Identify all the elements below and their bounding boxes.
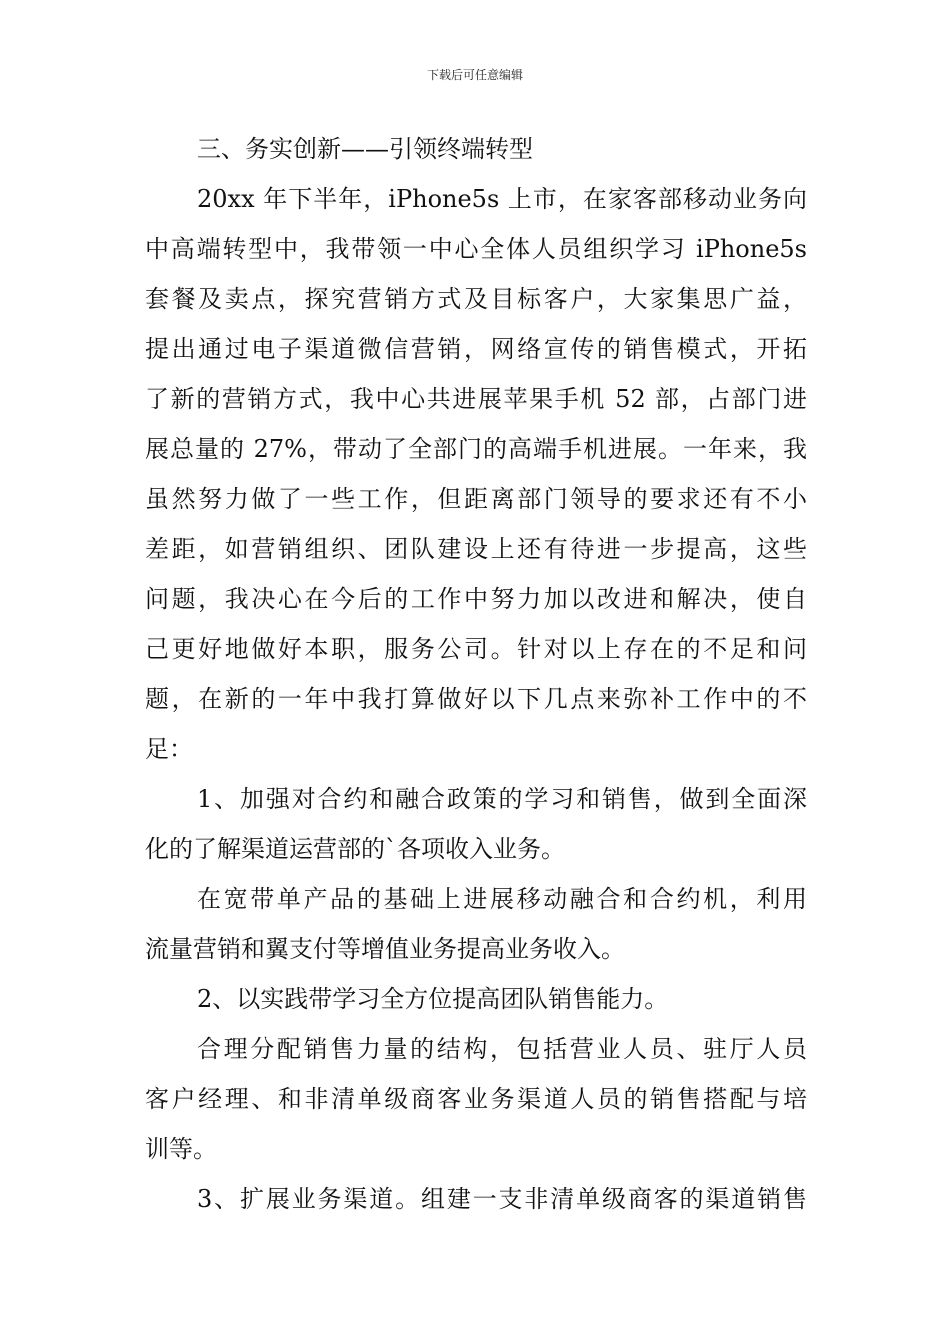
document-body	[145, 124, 807, 1224]
page-header-note: 下载后可任意编辑	[426, 68, 523, 82]
list-item-2-line: 2、以实践带学习全方位提高团队销售能力。	[197, 985, 669, 1013]
list-item-1-line: 化的了解渠道运营部的`各项收入业务。	[145, 835, 565, 863]
paragraph-line: 展总量的 27%，带动了全部门的高端手机进展。一年来，我	[145, 435, 807, 463]
paragraph-line: 在宽带单产品的基础上进展移动融合和合约机，利用	[197, 885, 807, 913]
paragraph-line: 套餐及卖点，探究营销方式及目标客户，大家集思广益，	[145, 285, 807, 313]
paragraph-line: 流量营销和翼支付等增值业务提高业务收入。	[145, 935, 625, 963]
list-item-3-line: 3、扩展业务渠道。组建一支非清单级商客的渠道销售	[197, 1185, 807, 1213]
paragraph-line: 中高端转型中，我带领一中心全体人员组织学习 iPhone5s	[145, 235, 807, 263]
paragraph-line: 提出通过电子渠道微信营销，网络宣传的销售模式，开拓	[145, 335, 807, 363]
section-heading: 三、务实创新——引领终端转型	[197, 135, 533, 163]
list-item-1-line: 1、加强对合约和融合政策的学习和销售，做到全面深	[197, 785, 807, 813]
paragraph-line: 客户经理、和非清单级商客业务渠道人员的销售搭配与培	[145, 1085, 807, 1113]
paragraph-line: 虽然努力做了一些工作，但距离部门领导的要求还有不小	[145, 485, 807, 513]
paragraph-line: 己更好地做好本职，服务公司。针对以上存在的不足和问	[145, 635, 807, 663]
paragraph-line: 训等。	[145, 1135, 217, 1163]
paragraph-line: 了新的营销方式，我中心共进展苹果手机 52 部，占部门进	[145, 385, 807, 413]
paragraph-line: 20xx 年下半年，iPhone5s 上市，在家客部移动业务向	[197, 185, 807, 213]
paragraph-line: 足：	[145, 735, 193, 763]
paragraph-line: 差距，如营销组织、团队建设上还有待进一步提高，这些	[145, 535, 807, 563]
paragraph-line: 问题，我决心在今后的工作中努力加以改进和解决，使自	[145, 585, 807, 613]
paragraph-line: 合理分配销售力量的结构，包括营业人员、驻厅人员	[197, 1035, 807, 1063]
paragraph-line: 题，在新的一年中我打算做好以下几点来弥补工作中的不	[145, 685, 807, 713]
